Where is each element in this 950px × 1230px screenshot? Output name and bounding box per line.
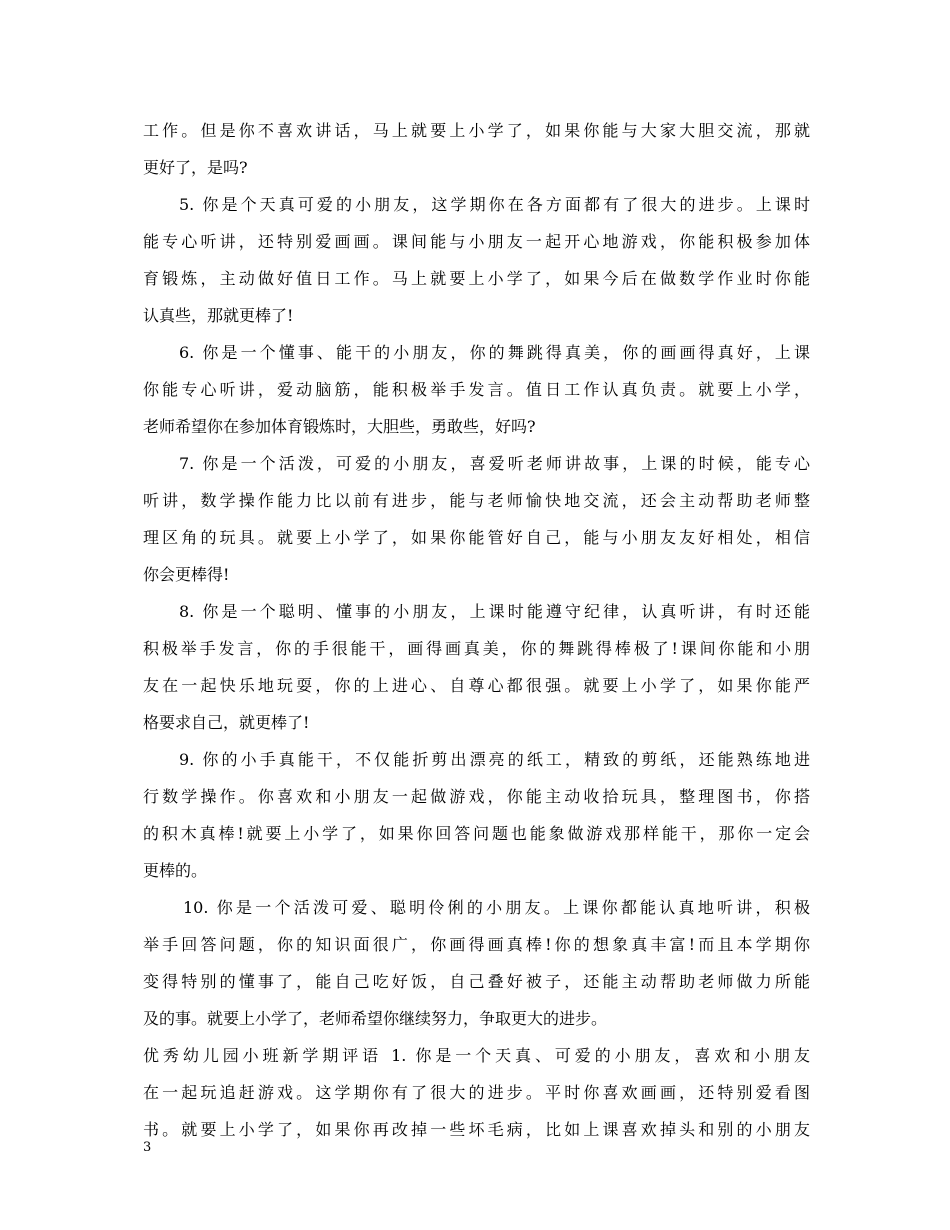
text-line: 7. 你是一个活泼，可爱的小朋友，喜爱听老师讲故事，上课的时候，能专心 [179,454,810,473]
text-line: 及的事。就要上小学了，老师希望你继续努力，争取更大的进步。 [143,1009,608,1028]
text-line: 听讲，数学操作能力比以前有进步，能与老师愉快地交流，还会主动帮助老师整 [143,491,810,510]
text-line: 10. 你是一个活泼可爱、聪明伶俐的小朋友。上课你都能认真地听讲，积极 [183,898,810,917]
text-line: 优秀幼儿园小班新学期评语 1. 你是一个天真、可爱的小朋友，喜欢和小朋友 [143,1046,810,1065]
text-line: 友在一起快乐地玩耍，你的上进心、自尊心都很强。就要上小学了，如果你能严 [143,676,810,695]
text-line: 5. 你是个天真可爱的小朋友，这学期你在各方面都有了很大的进步。上课时 [179,195,810,214]
text-line: 格要求自己，就更棒了! [143,713,310,732]
page-number: 3 [143,1140,152,1155]
text-line: 更好了，是吗? [143,158,248,177]
text-line: 举手回答问题，你的知识面很广，你画得画真棒!你的想象真丰富!而且本学期你 [143,935,810,954]
text-line: 9. 你的小手真能干，不仅能折剪出漂亮的纸工，精致的剪纸，还能熟练地进 [179,750,810,769]
text-line: 更棒的。 [143,861,208,880]
text-line: 6. 你是一个懂事、能干的小朋友，你的舞跳得真美，你的画画得真好，上课 [179,343,810,362]
text-line: 书。就要上小学了，如果你再改掉一些坏毛病，比如上课喜欢掉头和别的小朋友 [143,1120,810,1139]
text-line: 8. 你是一个聪明、懂事的小朋友，上课时能遵守纪律，认真听讲，有时还能 [179,602,810,621]
text-line: 的积木真棒!就要上小学了，如果你回答问题也能象做游戏那样能干，那你一定会 [143,824,810,843]
text-line: 你能专心听讲，爱动脑筋，能积极举手发言。值日工作认真负责。就要上小学， [143,380,810,399]
text-line: 工作。但是你不喜欢讲话，马上就要上小学了，如果你能与大家大胆交流，那就 [143,121,810,140]
text-line: 积极举手发言，你的手很能干，画得画真美，你的舞跳得棒极了!课间你能和小朋 [143,639,810,658]
text-line: 认真些，那就更棒了! [143,306,294,325]
text-line: 变得特别的懂事了，能自己吃好饭，自己叠好被子，还能主动帮助老师做力所能 [143,972,810,991]
text-line: 能专心听讲，还特别爱画画。课间能与小朋友一起开心地游戏，你能积极参加体 [143,232,810,251]
body-text [143,112,810,1148]
text-line: 行数学操作。你喜欢和小朋友一起做游戏，你能主动收拾玩具，整理图书，你搭 [143,787,810,806]
text-line: 在一起玩追赶游戏。这学期你有了很大的进步。平时你喜欢画画，还特别爱看图 [143,1083,810,1102]
text-line: 你会更棒得! [143,565,230,584]
text-line: 育锻炼，主动做好值日工作。马上就要上小学了，如果今后在做数学作业时你能 [143,269,810,288]
text-line: 老师希望你在参加体育锻炼时，大胆些，勇敢些，好吗? [143,417,536,436]
text-line: 理区角的玩具。就要上小学了，如果你能管好自己，能与小朋友友好相处，相信 [143,528,810,547]
